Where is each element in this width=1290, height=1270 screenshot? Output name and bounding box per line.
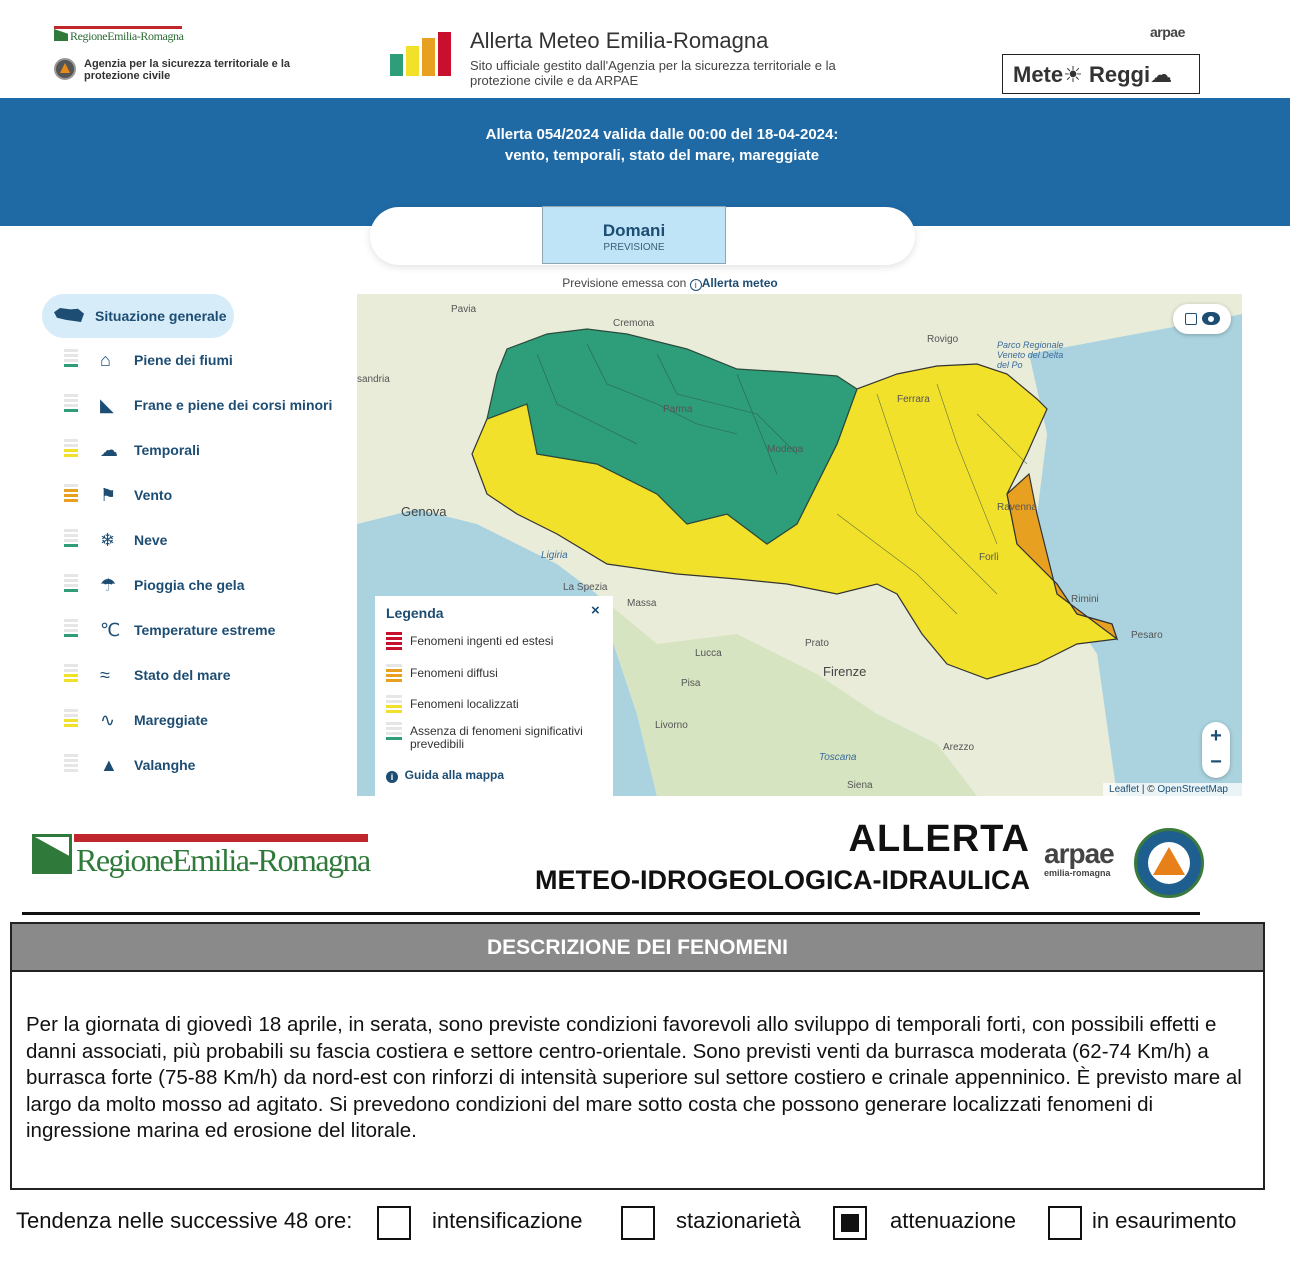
sidebar-item-valanghe[interactable] — [62, 752, 342, 782]
alert-level-indicator — [64, 619, 78, 643]
sidebar-item-piene-dei-fiumi[interactable] — [62, 347, 342, 377]
trend-option-label: stazionarietà — [676, 1208, 801, 1233]
map-guide-label: Guida alla mappa — [404, 768, 505, 782]
alert-banner-text: Allerta 054/2024 valida dalle 00:00 del 18-04-2024: vento, temporali, stato del mare, mareggiate — [485, 126, 839, 164]
legend-swatch-red — [386, 632, 402, 652]
sidebar-item-temporali[interactable] — [62, 437, 342, 467]
map-place-label: Ligiria — [541, 550, 568, 561]
allerta-meteo-link[interactable]: Allerta meteo — [701, 276, 778, 290]
map-place-label: sandria — [357, 374, 390, 385]
region-logo[interactable] — [54, 26, 182, 44]
map-place-label: Forlì — [979, 552, 999, 563]
openstreetmap-link[interactable]: OpenStreetMap — [1157, 784, 1228, 795]
map-place-label: Pavia — [451, 304, 477, 315]
map-place-label: Massa — [627, 598, 657, 609]
sea-waves-icon: ≈ — [100, 665, 110, 685]
arpae-logo-subtext: emilia-romagna — [1044, 868, 1111, 878]
legend-swatch-orange — [386, 664, 402, 684]
sidebar-item-label: Vento — [134, 487, 173, 503]
thunderstorm-icon: ☁ — [100, 440, 118, 460]
map-place-label: Livorno — [655, 720, 688, 731]
logo-bar-red — [438, 32, 451, 76]
legend-label: Assenza di fenomeni significativi prevedibili — [410, 724, 583, 751]
alert-map[interactable] — [357, 294, 1242, 796]
agency-text: Agenzia per la sicurezza territoriale e la protezione civile — [84, 58, 291, 82]
map-place-label: Ravenna — [997, 502, 1038, 513]
info-icon: i — [386, 771, 398, 783]
map-place-label: Parma — [663, 404, 693, 415]
site-subtitle: Sito ufficiale gestito dall'Agenzia per la sicurezza territoriale e la protezione civile e da ARPAE — [470, 58, 836, 88]
map-place-label: Lucca — [695, 648, 722, 659]
windsock-icon: ⚑ — [100, 485, 117, 505]
map-place-label: Modena — [767, 444, 804, 455]
site-header — [0, 0, 1290, 98]
alert-level-indicator — [64, 664, 78, 688]
bulletin-region-logo — [32, 834, 368, 882]
sidebar-item-label: Temperature estreme — [134, 622, 276, 638]
map-place-label: Cremona — [613, 318, 655, 329]
sidebar-item-label: Neve — [134, 532, 168, 548]
alert-level-indicator — [64, 484, 78, 508]
sidebar-item-vento[interactable] — [62, 482, 342, 512]
agency-logo[interactable] — [54, 56, 314, 84]
bulletin-region-text: RegioneEmilia-Romagna — [76, 842, 370, 878]
phenomena-description-text: Per la giornata di giovedì 18 aprile, in serata, sono previste condizioni favorevoli allo sviluppo di temporali forti, con possibili effetti e danni associati, più probabili su fascia costiera e settore centro-orientale. Sono previsti venti da burrasca moderata (62-74 Km/h) a burrasca forte (75-88 Km/h) da nord-est con rinforzi di intensità superiore sul settore costiero e crinale appenninico. È previsto mare al largo da molto mosso ad agitato. Si prevedono condizioni del mare sotto costa che possono generare localizzati fenomeni di ingressione marina ed erosione del litorale. — [26, 1013, 1242, 1142]
trend-option-label: in esaurimento — [1092, 1208, 1237, 1233]
section-title: DESCRIZIONE DEI FENOMENI — [486, 936, 789, 959]
map-place-label: Pisa — [681, 678, 701, 689]
zoom-in-button[interactable]: + — [1210, 725, 1222, 747]
storm-surge-icon: ∿ — [100, 710, 116, 730]
sidebar-item-pioggia-che-gela[interactable] — [62, 572, 342, 602]
logo-bar-orange — [422, 38, 435, 76]
map-place-label: La Spezia — [563, 582, 608, 593]
map-place-label: Ferrara — [897, 394, 930, 405]
eye-icon — [1202, 312, 1220, 325]
divider — [22, 912, 1200, 915]
checkbox-icon — [1185, 313, 1197, 325]
map-attribution — [1103, 783, 1242, 796]
sidebar-item-stato-del-mare[interactable] — [62, 662, 342, 692]
sidebar-item-mareggiate[interactable] — [62, 707, 342, 737]
trend-row — [16, 1206, 1286, 1246]
sidebar-general-label: Situazione generale — [95, 308, 227, 324]
forecast-issued-prefix: Previsione emessa con — [562, 276, 687, 290]
legend-swatch-yellow — [386, 695, 402, 715]
leaflet-link[interactable]: Leaflet — [1109, 784, 1140, 795]
sidebar-item-label: Valanghe — [134, 757, 196, 773]
legend-label: Fenomeni localizzati — [410, 697, 519, 711]
trend-checkbox-attenuazione[interactable] — [833, 1206, 867, 1240]
avalanche-icon: ▲ — [100, 755, 118, 775]
freezing-rain-icon: ☂ — [100, 575, 117, 595]
meteo-reggio-banner[interactable] — [1002, 54, 1200, 94]
map-place-label: Rimini — [1071, 594, 1099, 605]
trend-checkbox-in-esaurimento[interactable] — [1048, 1206, 1082, 1240]
bulletin-title: ALLERTA — [848, 818, 1030, 860]
alert-level-indicator — [64, 394, 78, 418]
allerta-meteo-logo-icon[interactable] — [388, 28, 456, 76]
attribution-separator: | © — [1141, 784, 1155, 795]
landslide-icon: ◣ — [100, 395, 114, 415]
thermometer-icon: ℃ — [100, 620, 121, 640]
arpae-logo[interactable]: arpae — [1150, 24, 1185, 40]
alert-level-indicator — [64, 439, 78, 463]
logo-red-bar — [74, 834, 368, 842]
alert-level-indicator — [64, 709, 78, 733]
sidebar-item-label: Pioggia che gela — [134, 577, 245, 593]
map-place-label: Arezzo — [943, 742, 975, 753]
sidebar-item-general[interactable] — [42, 294, 234, 338]
map-guide-link[interactable] — [386, 768, 504, 783]
zoom-control — [1202, 722, 1230, 778]
legend-close-icon[interactable]: × — [591, 602, 600, 619]
legend-label: Fenomeni ingenti ed estesi — [410, 634, 554, 648]
bulletin-arpae-logo — [1044, 838, 1128, 878]
tab-domani[interactable] — [542, 206, 726, 264]
map-place-label: Pesaro — [1131, 630, 1163, 641]
logo-bar-yellow — [406, 46, 419, 76]
meteo-reggio-text: Mete☀ Reggi☁ — [1013, 62, 1173, 87]
logo-bar-green — [390, 54, 403, 76]
trend-option-label: attenuazione — [890, 1208, 1016, 1233]
trend-checkbox-intensificazione[interactable] — [377, 1206, 411, 1240]
trend-option-label: intensificazione — [432, 1208, 583, 1233]
map-place-label: Firenze — [823, 664, 867, 679]
sidebar-item-label: Stato del mare — [134, 667, 231, 683]
trend-checkbox-stazionarieta[interactable] — [621, 1206, 655, 1240]
map-place-label: Prato — [805, 638, 829, 649]
sidebar-item-neve[interactable] — [62, 527, 342, 557]
snow-cloud-icon: ❄ — [100, 530, 116, 550]
civil-protection-seal-icon — [1134, 828, 1204, 898]
alert-level-indicator — [64, 754, 78, 778]
trend-label: Tendenza nelle successive 48 ore: — [16, 1208, 353, 1233]
civil-protection-seal-icon — [54, 58, 76, 80]
flood-house-icon: ⌂ — [100, 350, 111, 370]
phenomena-description-box — [10, 922, 1265, 1190]
arpae-logo-text: arpae — [1044, 838, 1114, 869]
site-title[interactable]: Allerta Meteo Emilia-Romagna — [470, 28, 769, 53]
map-place-label: Rovigo — [927, 334, 959, 345]
map-legend — [375, 596, 613, 796]
zoom-out-button[interactable]: − — [1210, 751, 1222, 773]
region-map-icon — [54, 308, 84, 322]
alert-level-indicator — [64, 349, 78, 373]
tab-domani-label: Domani — [602, 221, 666, 240]
sidebar-item-temperature-estreme[interactable] — [62, 617, 342, 647]
sidebar-item-frane-e-piene-dei-corsi-minori[interactable] — [62, 392, 342, 422]
sidebar-item-label: Frane e piene dei corsi minori — [134, 397, 333, 413]
bulletin-subtitle: METEO-IDROGEOLOGICA-IDRAULICA — [535, 865, 1030, 895]
map-place-label: Parco Regionale Veneto del Delta del Po — [997, 340, 1064, 370]
sidebar-item-label: Mareggiate — [134, 712, 208, 728]
logo-flag — [32, 834, 72, 874]
legend-title: Legenda — [386, 605, 444, 621]
phenomena-description-header — [12, 924, 1263, 972]
sidebar-item-label: Temporali — [134, 442, 200, 458]
legend-label: Fenomeni diffusi — [410, 666, 498, 680]
info-icon: i — [690, 279, 702, 291]
layer-visibility-toggle[interactable] — [1173, 304, 1231, 334]
alert-level-indicator — [64, 574, 78, 598]
map-place-label: Genova — [401, 504, 447, 519]
sidebar-item-label: Piene dei fiumi — [134, 352, 233, 368]
forecast-issued-note — [440, 276, 900, 291]
legend-swatch-green — [386, 722, 402, 742]
tab-domani-sublabel: PREVISIONE — [603, 242, 665, 253]
region-logo-text: RegioneEmilia-Romagna — [70, 29, 184, 43]
map-place-label: Toscana — [819, 752, 857, 763]
alert-level-indicator — [64, 529, 78, 553]
logo-flag — [54, 29, 68, 41]
map-place-label: Siena — [847, 780, 873, 791]
